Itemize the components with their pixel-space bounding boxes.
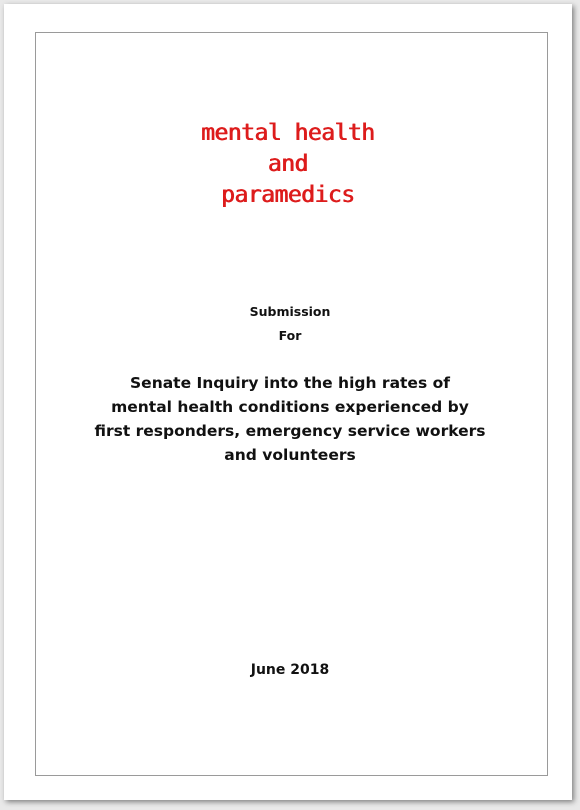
title-line-3: paramedics bbox=[221, 182, 355, 208]
document-title bbox=[4, 118, 572, 211]
for-label: For bbox=[278, 328, 302, 343]
inquiry-line-3: first responders, emergency service workers bbox=[94, 422, 486, 440]
inquiry-line-1: Senate Inquiry into the high rates of bbox=[130, 374, 450, 392]
inquiry-line-2: mental health conditions experienced by bbox=[111, 398, 469, 416]
title-line-2: and bbox=[267, 151, 309, 177]
title-line-1: mental health bbox=[201, 120, 375, 146]
inquiry-line-4: and volunteers bbox=[224, 446, 356, 464]
submission-label: Submission bbox=[249, 304, 331, 319]
document-date: June 2018 bbox=[250, 662, 330, 678]
inquiry-title bbox=[0, 371, 580, 467]
